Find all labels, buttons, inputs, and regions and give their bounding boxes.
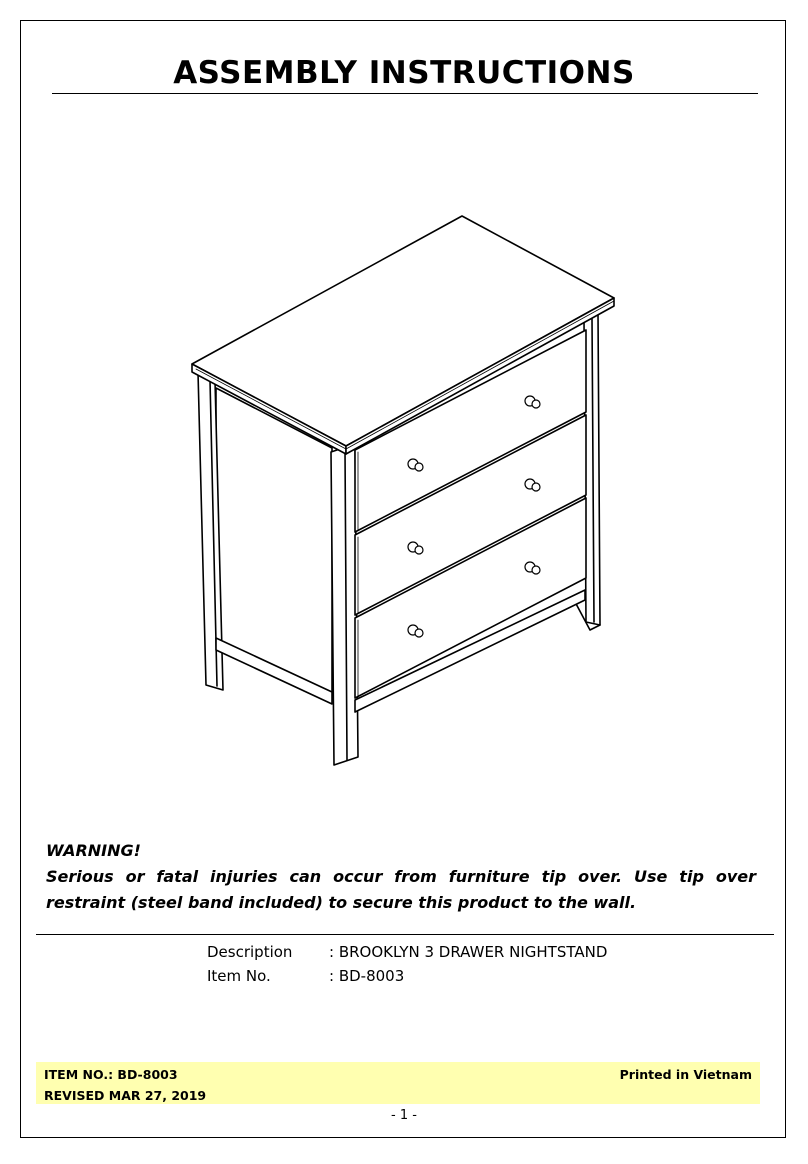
- product-details: [207, 940, 607, 988]
- tip-over-warning: [46, 838, 756, 916]
- page-number: - 1 -: [391, 1108, 417, 1123]
- title-divider: [52, 93, 758, 94]
- nightstand-illustration-icon: [180, 205, 640, 780]
- warning-heading: WARNING!: [46, 841, 141, 860]
- footer-bar: [36, 1062, 760, 1104]
- page-title: ASSEMBLY INSTRUCTIONS: [173, 55, 635, 91]
- details-divider: [36, 934, 774, 935]
- footer-item-number: ITEM NO.: BD-8003: [44, 1067, 178, 1082]
- footer-printed-in: Printed in Vietnam: [619, 1067, 752, 1082]
- item-number-label: Item No.: [207, 967, 271, 985]
- description-row: [207, 940, 607, 964]
- item-number-value: : BD-8003: [329, 967, 405, 985]
- item-number-row: [207, 964, 607, 988]
- warning-text: Serious or fatal injuries can occur from furniture tip over. Use tip over restraint (steel band included) to secure this product to the wall.: [46, 867, 756, 912]
- footer-revised-date: REVISED MAR 27, 2019: [44, 1088, 207, 1103]
- description-label: Description: [207, 943, 293, 961]
- description-value: : BROOKLYN 3 DRAWER NIGHTSTAND: [329, 943, 608, 961]
